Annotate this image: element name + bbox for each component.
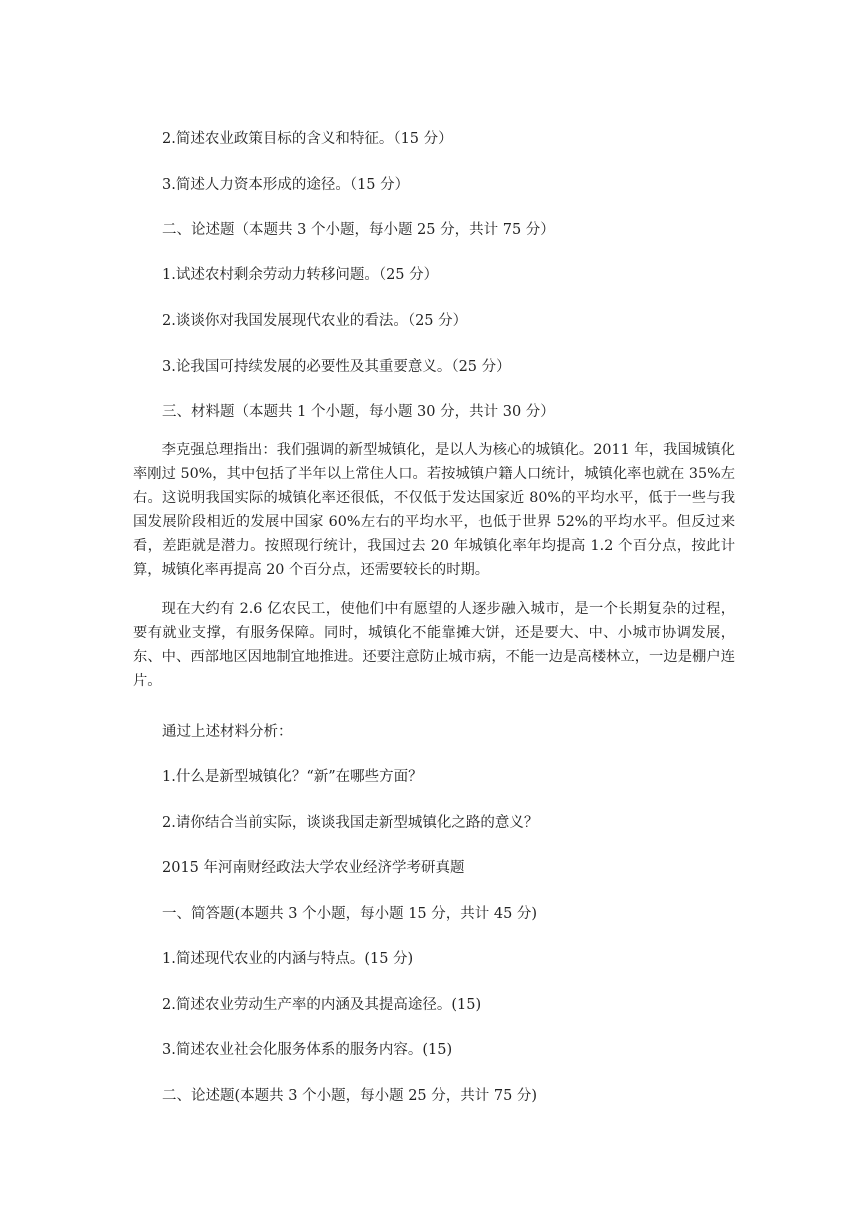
question-line: 1.试述农村剩余劳动力转移问题。（25 分）: [162, 267, 439, 283]
question-line: 1.简述现代农业的内涵与特点。(15 分): [162, 951, 414, 967]
question-line: 2.请你结合当前实际，谈谈我国走新型城镇化之路的意义？: [162, 815, 539, 831]
analysis-intro: 通过上述材料分析：: [162, 724, 293, 740]
section-heading: 三、材料题（本题共 1 个小题，每小题 30 分，共计 30 分）: [162, 404, 555, 420]
question-line: 2.简述农业政策目标的含义和特征。（15 分）: [162, 131, 453, 147]
question-line: 2.简述农业劳动生产率的内涵及其提高途径。(15): [162, 997, 482, 1013]
material-paragraph-1: 李克强总理指出：我们强调的新型城镇化，是以人为核心的城镇化。2011 年，我国城镇化率刚过 50%，其中包括了半年以上常住人口。若按城镇户籍人口统计，城镇化率也就在 35%左右。这说明我国实际的城镇化率还很低，不仅低于发达国家近 80%的平均水平，低于一些与我国发展阶段相近的发展中国家 60%左右的平均水平，也低于世界 52%的平均水平。但反过来看，差距就是潜力。按照现行统计，我国过去 20 年城镇化率年均提高 1.2 个百分点，按此计算，城镇化率再提高 20 个百分点，还需要较长的时期。: [133, 442, 735, 578]
section-heading: 二、论述题(本题共 3 个小题，每小题 25 分，共计 75 分): [162, 1088, 538, 1104]
material-paragraph-2: 现在大约有 2.6 亿农民工，使他们中有愿望的人逐步融入城市，是一个长期复杂的过程，要有就业支撑，有服务保障。同时，城镇化不能靠摊大饼，还是要大、中、小城市协调发展，东、中、西部地区因地制宜地推进。还要注意防止城市病，不能一边是高楼林立，一边是棚户连片。: [133, 601, 735, 689]
section-heading: 一、简答题(本题共 3 个小题，每小题 15 分，共计 45 分): [162, 906, 538, 922]
question-line: 2.谈谈你对我国发展现代农业的看法。（25 分）: [162, 313, 468, 329]
exam-title: 2015 年河南财经政法大学农业经济学考研真题: [162, 860, 465, 876]
section-heading: 二、论述题（本题共 3 个小题，每小题 25 分，共计 75 分）: [162, 222, 555, 238]
question-line: 1.什么是新型城镇化？“新”在哪些方面？: [162, 769, 423, 785]
question-line: 3.论我国可持续发展的必要性及其重要意义。（25 分）: [162, 359, 511, 375]
question-line: 3.简述农业社会化服务体系的服务内容。(15): [162, 1042, 453, 1058]
question-line: 3.简述人力资本形成的途径。（15 分）: [162, 177, 410, 193]
